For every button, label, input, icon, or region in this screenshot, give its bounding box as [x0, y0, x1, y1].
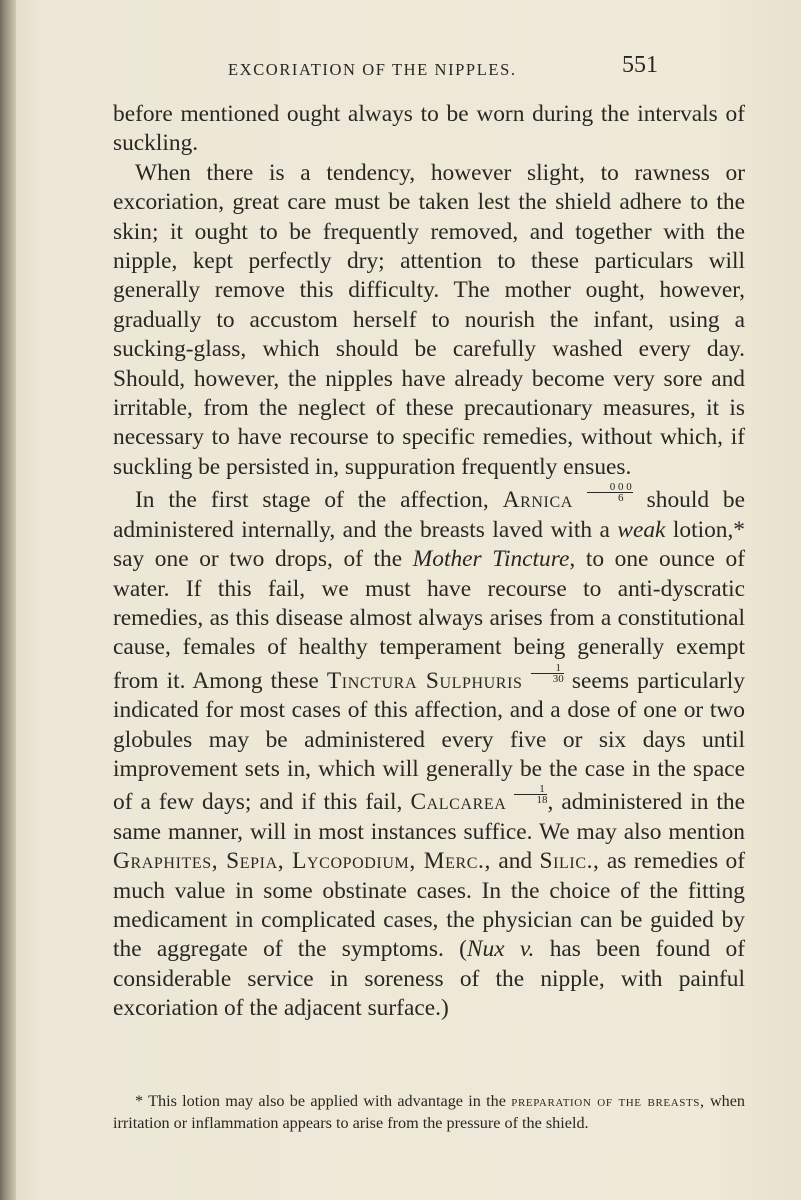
- paragraph-2: When there is a tendency, however slight, to rawness or excoriation, great care must be taken lest the shield adhere to the skin; it ought to be frequently removed, and together with the nipple, kept perfectly dry; attention to these particulars will generally remove this difficulty. The mother ought, however, gradually to accustom herself to nourish the infant, using a sucking-glass, which should be carefully washed every day. Should, however, the nipples have already become very sore and irritable, from the neglect of these precautionary measures, it is necessary to have recourse to specific remedies, without which, if suckling be persisted in, suppuration frequently ensues.: [113, 159, 745, 480]
- paragraph-3: [113, 482, 745, 1023]
- footnote-text-b: when irritation or inflammation appears to arise from the pressure of the shield.: [113, 1092, 746, 1132]
- running-head-title: EXCORIATION OF THE NIPPLES.: [228, 60, 517, 79]
- paragraph-1: before mentioned ought always to be worn during the intervals of suckling.: [113, 101, 745, 157]
- calcarea-potency-numerator: 1: [514, 784, 547, 795]
- p3-text-i: has been found of considerable service in soreness of the nipple, with painful excoriation of the adjacent surface.): [113, 936, 745, 1022]
- body-text: [113, 100, 745, 1024]
- mother-tincture-italic: Mother Tincture,: [412, 546, 576, 573]
- remedy-arnica: Arnica: [502, 487, 573, 514]
- book-binding-edge: [0, 0, 16, 1200]
- arnica-potency-numerator: 0 0 0: [587, 482, 633, 493]
- remedy-calcarea: Calcarea: [410, 789, 507, 816]
- footnote-text-a: This lotion may also be applied with advantage in the: [148, 1092, 506, 1110]
- footnote-smallcaps: preparation of the breasts,: [511, 1092, 705, 1110]
- p3-text-d: to one ounce of water. If this fail, we must have recourse to anti-dyscratic remedies, as this disease almost always arises from a constitutional cause, females of healthy temperament being generally exempt from it. Among these: [113, 546, 745, 694]
- remedy-list: Graphites, Sepia, Lycopodium, Merc.,: [113, 848, 491, 875]
- arnica-potency-denominator: 6: [618, 492, 624, 505]
- footnote-mark: *: [135, 1092, 144, 1110]
- p3-text-h: as remedies of much value in some obstinate cases. In the choice of the fitting medicament in complicated cases, the physician can be guided by the aggregate of the symptoms. (: [113, 848, 745, 963]
- p3-text-e: seems particularly indicated for most cases of this affection, and a dose of one or two globules may be administered every five or six days until improvement sets in, which will generally be the case in the space of a few days; and if this fail,: [113, 667, 745, 816]
- running-head: [0, 50, 801, 84]
- p3-text-g: and: [498, 848, 533, 875]
- calcarea-potency-denominator: 18: [536, 794, 548, 807]
- footnote: [113, 1090, 745, 1134]
- page-number: 551: [622, 52, 658, 78]
- arnica-potency-fraction: [587, 482, 633, 503]
- remedy-nux: Nux v.: [466, 936, 535, 963]
- sulphur-potency-numerator: 1: [531, 663, 564, 674]
- p3-text-a: In the first stage of the affection,: [135, 487, 489, 514]
- remedy-tinctura-sulphuris: Tinctura Sulphuris: [326, 667, 523, 694]
- sulphur-potency-fraction: [531, 663, 564, 684]
- p3-text-b: should be administered internally, and the breasts laved with a: [113, 487, 745, 543]
- calcarea-potency-fraction: [514, 784, 547, 805]
- p3-text-f: , administered in the same manner, will in most instances suffice. We may also mention: [113, 789, 745, 845]
- p3-text-c: lotion,* say one or two drops, of the: [113, 516, 745, 573]
- sulphur-potency-denominator: 30: [552, 672, 564, 685]
- weak-italic: weak: [617, 516, 666, 543]
- remedy-silic: Silic.,: [539, 848, 600, 875]
